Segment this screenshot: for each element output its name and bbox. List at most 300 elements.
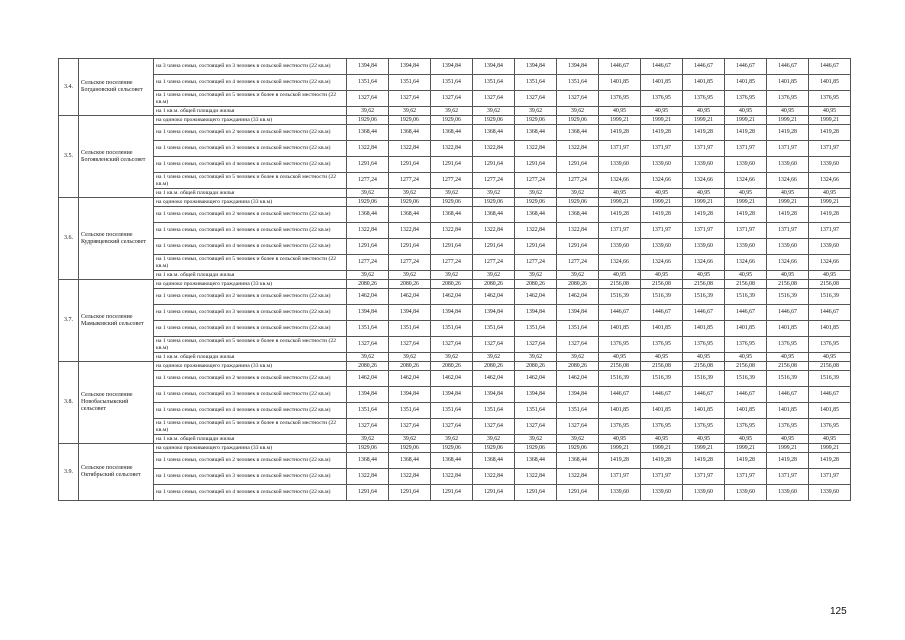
value-cell: 1351,64 [389,321,431,337]
value-cell: 2156,08 [641,280,683,289]
settlement-name: Сельское поселение Богдановский сельсовет [79,59,154,116]
value-cell: 1376,95 [767,337,809,353]
value-cell: 1351,64 [431,321,473,337]
value-cell: 1339,60 [809,239,851,255]
value-cell: 1322,84 [389,469,431,485]
value-cell: 1929,06 [557,198,599,207]
value-cell: 1376,95 [809,419,851,435]
table-row [59,107,851,116]
settlement-name: Сельское поселение Мамыковский сельсовет [79,280,154,362]
value-cell: 1351,64 [347,75,389,91]
value-cell: 40,95 [809,435,851,444]
value-cell: 1419,28 [683,453,725,469]
value-cell: 1368,44 [473,207,515,223]
value-cell: 1401,85 [599,403,641,419]
row-description: на 1 члена семьи, состоящей из 3 человек в сельской местности (22 кв.м) [154,141,347,157]
table-body [59,59,851,501]
value-cell: 39,62 [431,189,473,198]
value-cell: 40,95 [599,107,641,116]
row-description: на 1 кв.м. общей площади жилья [154,107,347,116]
value-cell: 39,62 [431,353,473,362]
value-cell: 1291,64 [473,239,515,255]
value-cell: 40,95 [599,353,641,362]
group-number: 3.5. [59,116,79,198]
value-cell: 1277,24 [557,173,599,189]
value-cell: 1401,85 [725,75,767,91]
value-cell: 2156,08 [641,362,683,371]
value-cell: 1291,64 [473,485,515,501]
value-cell: 1277,24 [557,255,599,271]
value-cell: 1368,44 [431,453,473,469]
value-cell: 1371,97 [683,223,725,239]
value-cell: 1999,21 [599,116,641,125]
value-cell: 1324,66 [809,173,851,189]
value-cell: 40,95 [725,435,767,444]
value-cell: 1351,64 [515,75,557,91]
value-cell: 1339,60 [599,157,641,173]
value-cell: 1376,95 [683,91,725,107]
value-cell: 1999,21 [809,444,851,453]
row-description: на одиноко проживающего гражданина (33 кв.м) [154,362,347,371]
value-cell: 39,62 [389,435,431,444]
value-cell: 1419,28 [599,207,641,223]
value-cell: 2080,26 [557,362,599,371]
row-description: на одиноко проживающего гражданина (33 кв.м) [154,116,347,125]
value-cell: 1462,04 [515,289,557,305]
settlement-name: Сельское поселение Октябрьский сельсовет [79,444,154,501]
value-cell: 1371,97 [599,223,641,239]
value-cell: 1368,44 [557,453,599,469]
value-cell: 1291,64 [557,239,599,255]
value-cell: 1929,06 [473,198,515,207]
value-cell: 1446,67 [725,305,767,321]
value-cell: 1339,60 [683,157,725,173]
value-cell: 1339,60 [641,239,683,255]
row-description: на 1 кв.м. общей площади жилья [154,353,347,362]
value-cell: 1394,84 [515,59,557,75]
value-cell: 1401,85 [809,75,851,91]
value-cell: 1929,06 [347,444,389,453]
table-row [59,353,851,362]
value-cell: 1376,95 [599,91,641,107]
value-cell: 1371,97 [809,141,851,157]
value-cell: 1446,67 [641,59,683,75]
value-cell: 1371,97 [641,141,683,157]
value-cell: 1401,85 [683,321,725,337]
value-cell: 1371,97 [725,469,767,485]
value-cell: 1516,39 [809,371,851,387]
value-cell: 39,62 [515,271,557,280]
table-row [59,189,851,198]
value-cell: 1419,28 [725,125,767,141]
value-cell: 1327,64 [473,91,515,107]
value-cell: 1322,84 [347,141,389,157]
value-cell: 1277,24 [347,255,389,271]
value-cell: 1446,67 [641,387,683,403]
value-cell: 1351,64 [473,403,515,419]
table-row [59,59,851,75]
table-row [59,116,851,125]
value-cell: 1371,97 [767,469,809,485]
row-description: на одиноко проживающего гражданина (33 кв.м) [154,444,347,453]
value-cell: 39,62 [347,107,389,116]
table-row [59,91,851,107]
value-cell: 1351,64 [557,403,599,419]
value-cell: 1351,64 [347,403,389,419]
table-row [59,141,851,157]
value-cell: 1446,67 [767,305,809,321]
value-cell: 1446,67 [641,305,683,321]
value-cell: 2080,26 [347,280,389,289]
value-cell: 1324,66 [599,173,641,189]
value-cell: 1322,84 [515,223,557,239]
value-cell: 40,95 [725,353,767,362]
value-cell: 1351,64 [389,403,431,419]
value-cell: 1446,67 [599,59,641,75]
value-cell: 1394,84 [389,387,431,403]
value-cell: 1324,66 [767,173,809,189]
value-cell: 40,95 [725,107,767,116]
value-cell: 39,62 [515,435,557,444]
value-cell: 39,62 [347,353,389,362]
value-cell: 2156,08 [809,280,851,289]
value-cell: 39,62 [557,435,599,444]
value-cell: 1371,97 [641,469,683,485]
value-cell: 1327,64 [515,337,557,353]
value-cell: 39,62 [389,271,431,280]
value-cell: 1929,06 [389,116,431,125]
value-cell: 1376,95 [767,91,809,107]
value-cell: 1376,95 [683,337,725,353]
group-number: 3.6. [59,198,79,280]
value-cell: 1516,39 [683,371,725,387]
value-cell: 1371,97 [599,141,641,157]
value-cell: 1339,60 [725,239,767,255]
value-cell: 1929,06 [431,444,473,453]
value-cell: 1339,60 [767,157,809,173]
value-cell: 1327,64 [515,91,557,107]
value-cell: 1516,39 [641,289,683,305]
value-cell: 1368,44 [347,207,389,223]
value-cell: 1401,85 [683,75,725,91]
row-description: на 1 члена семьи, состоящей из 3 человек в сельской местности (22 кв.м) [154,469,347,485]
value-cell: 1446,67 [809,305,851,321]
value-cell: 1394,84 [389,59,431,75]
value-cell: 1371,97 [767,223,809,239]
row-description: на 1 члена семьи, состоящей из 2 человек в сельской местности (22 кв.м) [154,207,347,223]
value-cell: 1368,44 [389,207,431,223]
value-cell: 1327,64 [431,419,473,435]
row-description: на 1 члена семьи, состоящей из 4 человек в сельской местности (22 кв.м) [154,75,347,91]
value-cell: 1351,64 [431,75,473,91]
table-row [59,453,851,469]
value-cell: 1339,60 [599,239,641,255]
value-cell: 1401,85 [641,321,683,337]
value-cell: 1516,39 [641,371,683,387]
value-cell: 1419,28 [725,207,767,223]
row-description: на 1 члена семьи, состоящей из 5 человек и более в сельской местности (22 кв.м) [154,91,347,107]
value-cell: 39,62 [389,107,431,116]
value-cell: 1322,84 [557,223,599,239]
value-cell: 1419,28 [809,207,851,223]
value-cell: 1322,84 [515,469,557,485]
row-description: на 1 члена семьи, состоящей из 4 человек в сельской местности (22 кв.м) [154,321,347,337]
value-cell: 39,62 [557,189,599,198]
value-cell: 2156,08 [725,362,767,371]
value-cell: 1322,84 [431,141,473,157]
value-cell: 1371,97 [767,141,809,157]
value-cell: 1339,60 [683,485,725,501]
table-row [59,289,851,305]
value-cell: 1401,85 [725,321,767,337]
value-cell: 1322,84 [557,469,599,485]
value-cell: 1401,85 [599,75,641,91]
value-cell: 1371,97 [683,469,725,485]
table-row [59,387,851,403]
value-cell: 1327,64 [557,419,599,435]
value-cell: 1351,64 [473,321,515,337]
value-cell: 1446,67 [725,387,767,403]
value-cell: 1291,64 [431,239,473,255]
tariff-table [58,58,851,501]
table-row [59,435,851,444]
value-cell: 1324,66 [725,173,767,189]
page-number: 125 [830,606,847,617]
row-description: на 1 члена семьи, состоящей из 4 человек в сельской местности (22 кв.м) [154,157,347,173]
value-cell: 1351,64 [389,75,431,91]
table-row [59,271,851,280]
value-cell: 1376,95 [809,337,851,353]
settlement-name: Сельское поселение Богоявленский сельсовет [79,116,154,198]
row-description: на 1 кв.м. общей площади жилья [154,435,347,444]
value-cell: 40,95 [641,107,683,116]
value-cell: 1291,64 [347,157,389,173]
table-row [59,223,851,239]
value-cell: 1999,21 [641,116,683,125]
row-description: на 1 члена семьи, состоящей из 2 человек в сельской местности (22 кв.м) [154,125,347,141]
value-cell: 1999,21 [641,198,683,207]
value-cell: 1291,64 [515,157,557,173]
value-cell: 1394,84 [473,387,515,403]
value-cell: 1929,06 [557,444,599,453]
value-cell: 1394,84 [557,305,599,321]
value-cell: 1929,06 [515,198,557,207]
value-cell: 1324,66 [809,255,851,271]
value-cell: 40,95 [767,353,809,362]
value-cell: 1516,39 [725,289,767,305]
value-cell: 39,62 [557,107,599,116]
value-cell: 2080,26 [473,362,515,371]
value-cell: 1929,06 [431,198,473,207]
value-cell: 1351,64 [347,321,389,337]
table-row [59,305,851,321]
value-cell: 1462,04 [431,289,473,305]
value-cell: 2156,08 [683,362,725,371]
value-cell: 1322,84 [347,469,389,485]
value-cell: 1999,21 [767,198,809,207]
value-cell: 40,95 [767,435,809,444]
value-cell: 40,95 [599,435,641,444]
value-cell: 1401,85 [767,75,809,91]
value-cell: 1324,66 [767,255,809,271]
value-cell: 1929,06 [431,116,473,125]
value-cell: 2080,26 [557,280,599,289]
value-cell: 1322,84 [473,469,515,485]
table-row [59,198,851,207]
value-cell: 1929,06 [473,444,515,453]
value-cell: 2156,08 [809,362,851,371]
value-cell: 39,62 [473,189,515,198]
value-cell: 1324,66 [683,173,725,189]
table-row [59,403,851,419]
value-cell: 1929,06 [389,444,431,453]
value-cell: 39,62 [389,189,431,198]
row-description: на 3 члена семьи, состоящей из 3 человек в сельской местности (22 кв.м) [154,59,347,75]
value-cell: 1999,21 [809,116,851,125]
value-cell: 1322,84 [431,223,473,239]
value-cell: 1371,97 [683,141,725,157]
value-cell: 1371,97 [809,469,851,485]
value-cell: 1394,84 [557,387,599,403]
value-cell: 1516,39 [767,289,809,305]
value-cell: 1339,60 [599,485,641,501]
value-cell: 1401,85 [767,321,809,337]
value-cell: 1371,97 [641,223,683,239]
value-cell: 39,62 [515,353,557,362]
value-cell: 1999,21 [683,198,725,207]
value-cell: 1371,97 [599,469,641,485]
value-cell: 1446,67 [599,305,641,321]
value-cell: 1376,95 [599,337,641,353]
value-cell: 1324,66 [641,173,683,189]
table-row [59,444,851,453]
value-cell: 1462,04 [515,371,557,387]
table-row [59,419,851,435]
value-cell: 1339,60 [641,485,683,501]
value-cell: 1291,64 [431,157,473,173]
value-cell: 1999,21 [683,116,725,125]
table-row [59,173,851,189]
value-cell: 1394,84 [473,305,515,321]
table-row [59,485,851,501]
value-cell: 39,62 [515,189,557,198]
value-cell: 40,95 [641,271,683,280]
value-cell: 39,62 [473,271,515,280]
value-cell: 1351,64 [515,321,557,337]
value-cell: 1401,85 [641,403,683,419]
value-cell: 40,95 [641,353,683,362]
value-cell: 1516,39 [725,371,767,387]
value-cell: 40,95 [767,107,809,116]
value-cell: 1291,64 [389,485,431,501]
value-cell: 1322,84 [515,141,557,157]
value-cell: 1394,84 [347,387,389,403]
value-cell: 1419,28 [599,125,641,141]
value-cell: 1394,84 [347,59,389,75]
value-cell: 40,95 [725,189,767,198]
value-cell: 40,95 [641,189,683,198]
value-cell: 1322,84 [389,141,431,157]
row-description: на одиноко проживающего гражданина (33 кв.м) [154,280,347,289]
value-cell: 1462,04 [431,371,473,387]
value-cell: 1327,64 [347,419,389,435]
value-cell: 1376,95 [809,91,851,107]
value-cell: 1446,67 [809,387,851,403]
row-description: на 1 члена семьи, состоящей из 3 человек в сельской местности (22 кв.м) [154,387,347,403]
value-cell: 1462,04 [347,371,389,387]
value-cell: 1368,44 [431,125,473,141]
value-cell: 2080,26 [515,362,557,371]
value-cell: 1324,66 [683,255,725,271]
value-cell: 1419,28 [809,125,851,141]
value-cell: 1446,67 [683,305,725,321]
row-description: на 1 члена семьи, состоящей из 5 человек и более в сельской местности (22 кв.м) [154,337,347,353]
value-cell: 1327,64 [557,337,599,353]
value-cell: 1327,64 [347,91,389,107]
value-cell: 1999,21 [725,444,767,453]
value-cell: 1327,64 [515,419,557,435]
value-cell: 1462,04 [389,289,431,305]
value-cell: 1368,44 [557,125,599,141]
value-cell: 39,62 [431,435,473,444]
value-cell: 1351,64 [557,321,599,337]
value-cell: 1394,84 [431,387,473,403]
value-cell: 1327,64 [389,419,431,435]
value-cell: 1929,06 [515,116,557,125]
table-row [59,362,851,371]
value-cell: 1929,06 [473,116,515,125]
row-description: на 1 члена семьи, состоящей из 5 человек и более в сельской местности (22 кв.м) [154,419,347,435]
value-cell: 1327,64 [473,419,515,435]
row-description: на 1 члена семьи, состоящей из 3 человек в сельской местности (22 кв.м) [154,305,347,321]
value-cell: 1394,84 [515,305,557,321]
value-cell: 1327,64 [557,91,599,107]
value-cell: 1394,84 [347,305,389,321]
value-cell: 1291,64 [473,157,515,173]
value-cell: 1446,67 [599,387,641,403]
value-cell: 1462,04 [473,371,515,387]
value-cell: 1351,64 [557,75,599,91]
value-cell: 1462,04 [389,371,431,387]
value-cell: 1368,44 [389,125,431,141]
value-cell: 40,95 [683,353,725,362]
value-cell: 1277,24 [347,173,389,189]
value-cell: 1277,24 [515,173,557,189]
value-cell: 1376,95 [725,91,767,107]
value-cell: 2080,26 [389,280,431,289]
value-cell: 1339,60 [641,157,683,173]
value-cell: 1376,95 [641,419,683,435]
value-cell: 39,62 [473,435,515,444]
value-cell: 1277,24 [515,255,557,271]
table-row [59,157,851,173]
value-cell: 40,95 [599,271,641,280]
row-description: на 1 члена семьи, состоящей из 2 человек в сельской местности (22 кв.м) [154,289,347,305]
value-cell: 39,62 [515,107,557,116]
value-cell: 1394,84 [431,305,473,321]
value-cell: 1322,84 [347,223,389,239]
value-cell: 1368,44 [431,207,473,223]
value-cell: 2080,26 [473,280,515,289]
table-row [59,469,851,485]
value-cell: 1401,85 [599,321,641,337]
value-cell: 39,62 [557,353,599,362]
table-row [59,239,851,255]
value-cell: 40,95 [599,189,641,198]
value-cell: 1322,84 [473,223,515,239]
value-cell: 1371,97 [725,223,767,239]
value-cell: 1394,84 [473,59,515,75]
